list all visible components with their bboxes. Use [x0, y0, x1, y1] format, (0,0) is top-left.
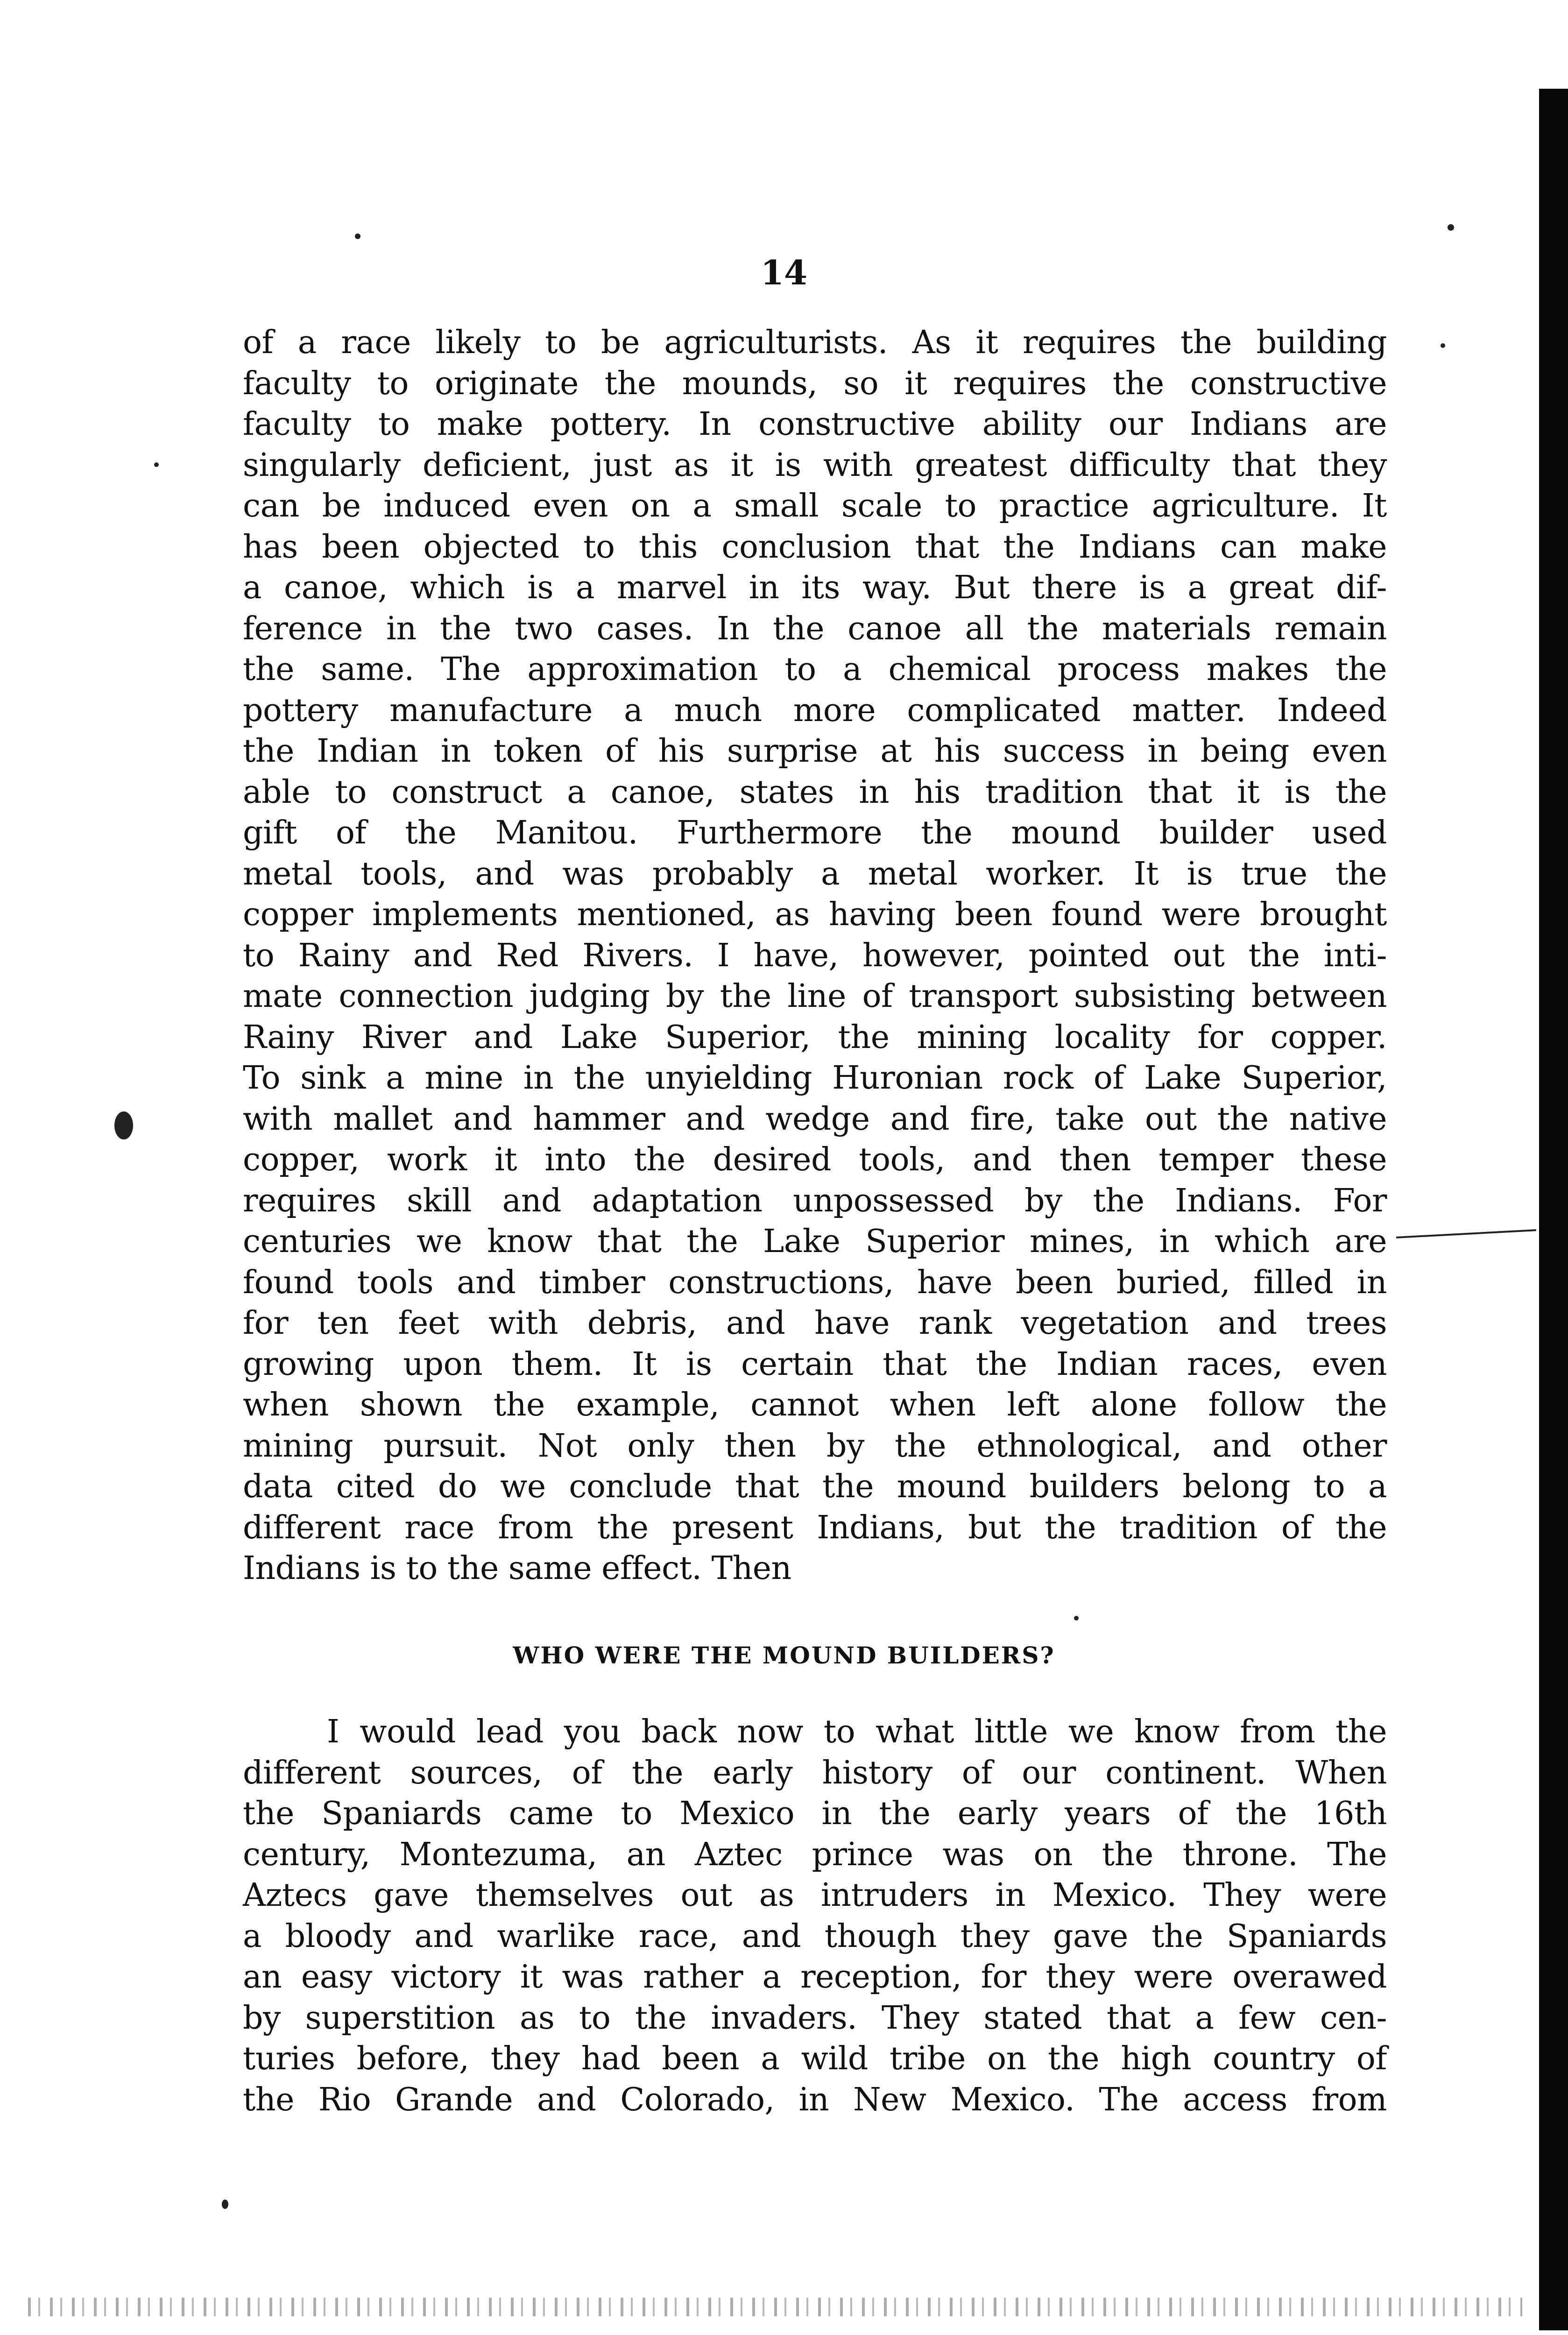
text-line: a canoe, which is a marvel in its way. But there is a great dif- [243, 569, 1387, 606]
scan-edge-bar [1539, 89, 1568, 2330]
text-line: the Spaniards came to Mexico in the early years of the 16th [243, 1795, 1387, 1832]
text-line: century, Montezuma, an Aztec prince was on the throne. The [243, 1836, 1387, 1873]
text-line: pottery manufacture a much more complicated matter. Indeed [243, 692, 1387, 729]
margin-ink-line [1396, 1229, 1536, 1238]
text-line: copper, work it into the desired tools, and then temper these [243, 1141, 1387, 1178]
paragraph-2 [243, 1712, 1387, 2120]
text-line: gift of the Manitou. Furthermore the mound builder used [243, 814, 1387, 851]
text-line: able to construct a canoe, states in his tradition that it is the [243, 773, 1387, 811]
text-line: Indians is to the same effect. Then [243, 1550, 791, 1587]
text-line: can be induced even on a small scale to practice agriculture. It [243, 488, 1387, 524]
text-line: To sink a mine in the unyielding Huronian rock of Lake Superior, [243, 1060, 1387, 1097]
speck [1074, 1616, 1079, 1620]
paragraph-1 [243, 322, 1387, 1589]
speck [154, 462, 159, 467]
text-line: metal tools, and was probably a metal worker. It is true the [243, 855, 1387, 892]
text-line: an easy victory it was rather a reception, for they were overawed [243, 1959, 1387, 1995]
text-line: the Rio Grande and Colorado, in New Mexico. The access from [243, 2081, 1387, 2118]
text-line: growing upon them. It is certain that the Indian races, even [243, 1345, 1387, 1383]
scan-noise [28, 2298, 1522, 2316]
text-line: Aztecs gave themselves out as intruders in Mexico. They were [243, 1877, 1387, 1914]
text-line: faculty to originate the mounds, so it requires the constructive [243, 365, 1387, 402]
text-line: mate connection judging by the line of transport subsisting between [243, 978, 1387, 1015]
text-line: of a race likely to be agriculturists. As it requires the building [243, 324, 1387, 361]
text-line: copper implements mentioned, as having been found were brought [243, 896, 1387, 933]
text-line: singularly deficient, just as it is with greatest difficulty that they [243, 446, 1387, 484]
text-line: faculty to make pottery. In constructive ability our Indians are [243, 406, 1387, 443]
text-line: with mallet and hammer and wedge and fire, take out the native [243, 1100, 1387, 1138]
text-line: mining pursuit. Not only then by the ethnological, and other [243, 1427, 1387, 1465]
text-line: Rainy River and Lake Superior, the mining locality for copper. [243, 1019, 1387, 1056]
text-line: for ten feet with debris, and have rank vegetation and trees [243, 1305, 1387, 1342]
text-line: ference in the two cases. In the canoe all the materials remain [243, 610, 1387, 647]
text-line: I would lead you back now to what little we know from the [327, 1713, 1387, 1750]
speck [1448, 224, 1454, 231]
speck [355, 234, 360, 239]
text-line: when shown the example, cannot when left alone follow the [243, 1387, 1387, 1423]
speck [222, 2200, 228, 2209]
speck [1441, 343, 1445, 348]
text-line: has been objected to this conclusion that the Indians can make [243, 528, 1387, 566]
text-line: different race from the present Indians, but the tradition of the [243, 1509, 1387, 1546]
text-line: the Indian in token of his surprise at his success in being even [243, 733, 1387, 770]
text-line: found tools and timber constructions, have been buried, filled in [243, 1264, 1387, 1301]
text-line: by superstition as to the invaders. They stated that a few cen- [243, 1999, 1387, 2037]
text-line: a bloody and warlike race, and though they gave the Spaniards [243, 1918, 1387, 1955]
text-line: centuries we know that the Lake Superior mines, in which are [243, 1223, 1387, 1260]
ink-blot [114, 1111, 133, 1139]
text-line: to Rainy and Red Rivers. I have, however, pointed out the inti- [243, 937, 1387, 974]
text-line: the same. The approximation to a chemical process makes the [243, 651, 1387, 688]
text-line: data cited do we conclude that the mound builders belong to a [243, 1468, 1387, 1505]
page-number: 14 [760, 253, 808, 292]
text-line: requires skill and adaptation unpossessed by the Indians. For [243, 1182, 1387, 1219]
text-line: turies before, they had been a wild tribe on the high country of [243, 2040, 1387, 2077]
text-line: different sources, of the early history of our continent. When [243, 1754, 1387, 1791]
section-heading: WHO WERE THE MOUND BUILDERS? [513, 1642, 1055, 1669]
